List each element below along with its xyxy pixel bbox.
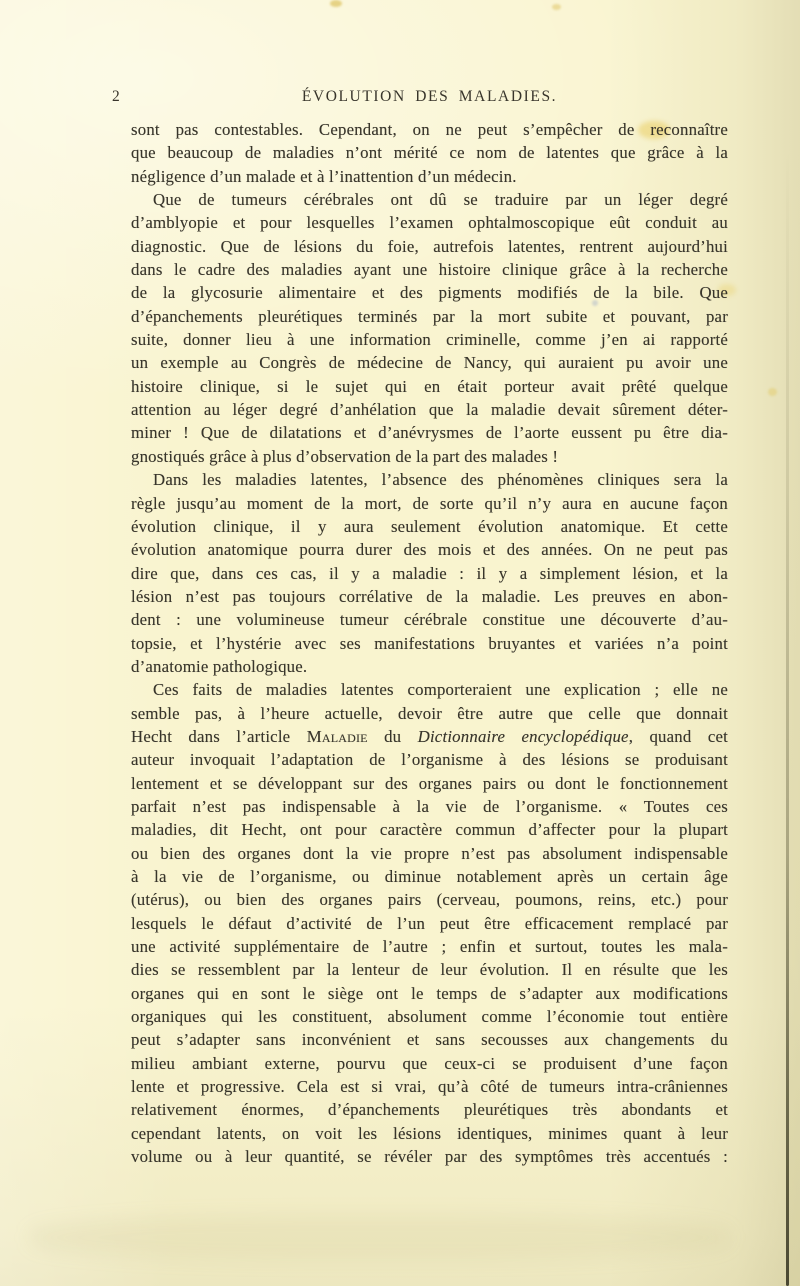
- small-caps-text: Maladie: [306, 726, 368, 746]
- text-line: dent : une volumineuse tumeur cérébrale constitue une découverte d’au-: [131, 610, 728, 630]
- text-line: dire que, dans ces cas, il y a maladie : il y a simplement lésion, et la: [131, 563, 728, 583]
- text-line: gnostiqués grâce à plus d’observation de la part des malades !: [131, 446, 559, 466]
- text-line: à la vie de l’organisme, ou diminue notablement après un certain âge: [131, 867, 728, 886]
- text-line: peut s’adapter sans inconvénient et sans secousses aux changements du: [131, 1030, 728, 1050]
- text-line: un exemple au Congrès de médecine de Nancy, qui auraient pu avoir une: [131, 353, 728, 373]
- text-line: d’anatomie pathologique.: [131, 656, 308, 676]
- text-line: attention au léger degré d’anhélation que la maladie devait sûrement déter-: [131, 400, 728, 420]
- running-title: ÉVOLUTION DES MALADIES.: [301, 88, 558, 105]
- text-line: organes qui en sont le siège ont le temps de s’adapter aux modifications: [131, 983, 728, 1003]
- paper-stain: [552, 4, 561, 10]
- text-line: évolution clinique, il y aura seulement évolution anatomique. Et cette: [131, 516, 728, 536]
- page-edge-shadow: [786, 150, 789, 1286]
- text-line: Dans les maladies latentes, l’absence des phénomènes cliniques sera la: [153, 470, 728, 490]
- text-line: une activité supplémentaire de l’autre ; enfin et surtout, toutes les mala-: [131, 937, 728, 957]
- text-line: d’amblyopie et pour lesquelles l’examen ophtalmoscopique eût conduit au: [131, 213, 728, 233]
- text-line: parfait n’est pas indispensable à la vie de l’organisme. « Toutes ces: [131, 796, 728, 816]
- text-line: de la glycosurie alimentaire et des pigments modifiés de la bile. Que: [131, 283, 728, 303]
- text-line: histoire clinique, si le sujet qui en était porteur avait prêté quelque: [131, 376, 728, 396]
- text-line: lesquels le défaut d’activité de l’un peut être efficacement remplacé par: [131, 913, 728, 933]
- text-line: négligence d’un malade et à l’inattention d’un médecin.: [131, 166, 517, 186]
- text-block: [131, 118, 728, 1168]
- text-line: diagnostic. Que de lésions du foie, autrefois latentes, rentrent aujourd’hui: [131, 236, 728, 256]
- text-line: milieu ambiant externe, pourvu que ceux-ci se produisent d’une façon: [131, 1053, 728, 1073]
- paper-stain: [30, 1215, 730, 1260]
- paper-stain: [768, 388, 777, 396]
- text-line: évolution anatomique pourra durer des mois et des années. On ne peut pas: [131, 540, 728, 560]
- text-line: maladies, dit Hecht, ont pour caractère commun d’affecter pour la plupart: [131, 820, 728, 840]
- text-line: semble pas, à l’heure actuelle, devoir être autre que celle que donnait: [131, 703, 728, 723]
- paragraph: [131, 188, 728, 468]
- text-line: règle jusqu’au moment de la mort, de sorte qu’il n’y aura en aucune façon: [131, 493, 728, 513]
- italic-text: Dictionnaire encyclopédique: [417, 726, 629, 746]
- text-line: lésion n’est pas toujours corrélative de la maladie. Les preuves en abon-: [131, 586, 728, 606]
- text-line: dies se ressemblent par la lenteur de leur évolution. Il en résulte que les: [131, 960, 728, 980]
- text-line: ou bien des organes dont la vie propre n’est pas absolument indispensable: [131, 843, 728, 863]
- text-line: sont pas contestables. Cependant, on ne peut s’empêcher de reconnaître: [131, 120, 728, 139]
- text-line: relativement énormes, d’épanchements pleurétiques très abondants et: [131, 1100, 728, 1120]
- text-line: lentement et se développant sur des organes pairs ou dont le fonctionnement: [131, 773, 728, 793]
- page-number: 2: [112, 88, 121, 105]
- text-line: d’épanchements pleurétiques terminés par la mort subite et pouvant, par: [131, 306, 728, 326]
- text-line: Que de tumeurs cérébrales ont dû se traduire par un léger degré: [153, 190, 728, 210]
- text-line: auteur invoquait l’adaptation de l’organisme à des lésions se produisant: [131, 750, 728, 770]
- paragraph: [131, 468, 728, 678]
- text-line: lente et progressive. Cela est si vrai, qu’à côté de tumeurs intra-crâniennes: [131, 1077, 728, 1097]
- text-line: dans le cadre des maladies ayant une histoire clinique grâce à la recherche: [131, 260, 728, 280]
- text-line: Hecht dans l’article Maladie du Dictionnaire encyclopédique, quand cet: [131, 726, 728, 746]
- text-line: miner ! Que de dilatations et d’anévrysmes de l’aorte eussent pu être dia-: [131, 423, 728, 443]
- text-line: (utérus), ou bien des organes pairs (cerveau, poumons, reins, etc.) pour: [131, 890, 728, 910]
- text-line: organiques qui les constituent, absolument comme l’économie tout entière: [131, 1007, 728, 1027]
- text-line: cependant latents, on voit les lésions identiques, minimes quant à leur: [131, 1123, 728, 1143]
- text-line: volume ou à leur quantité, se révéler par des symptômes très accentués :: [131, 1147, 728, 1167]
- text-line: topsie, et l’hystérie avec ses manifestations bruyantes et variées n’a point: [131, 633, 728, 653]
- paragraph: [131, 118, 728, 188]
- text-line: Ces faits de maladies latentes comporteraient une explication ; elle ne: [153, 680, 728, 700]
- paper-stain: [330, 0, 342, 7]
- page-edge-paper: [789, 150, 800, 1286]
- text-line: suite, donner lieu à une information criminelle, comme j’en ai rapporté: [131, 330, 728, 350]
- text-line: que beaucoup de maladies n’ont mérité ce nom de latentes que grâce à la: [131, 143, 728, 163]
- paragraph: [131, 678, 728, 1168]
